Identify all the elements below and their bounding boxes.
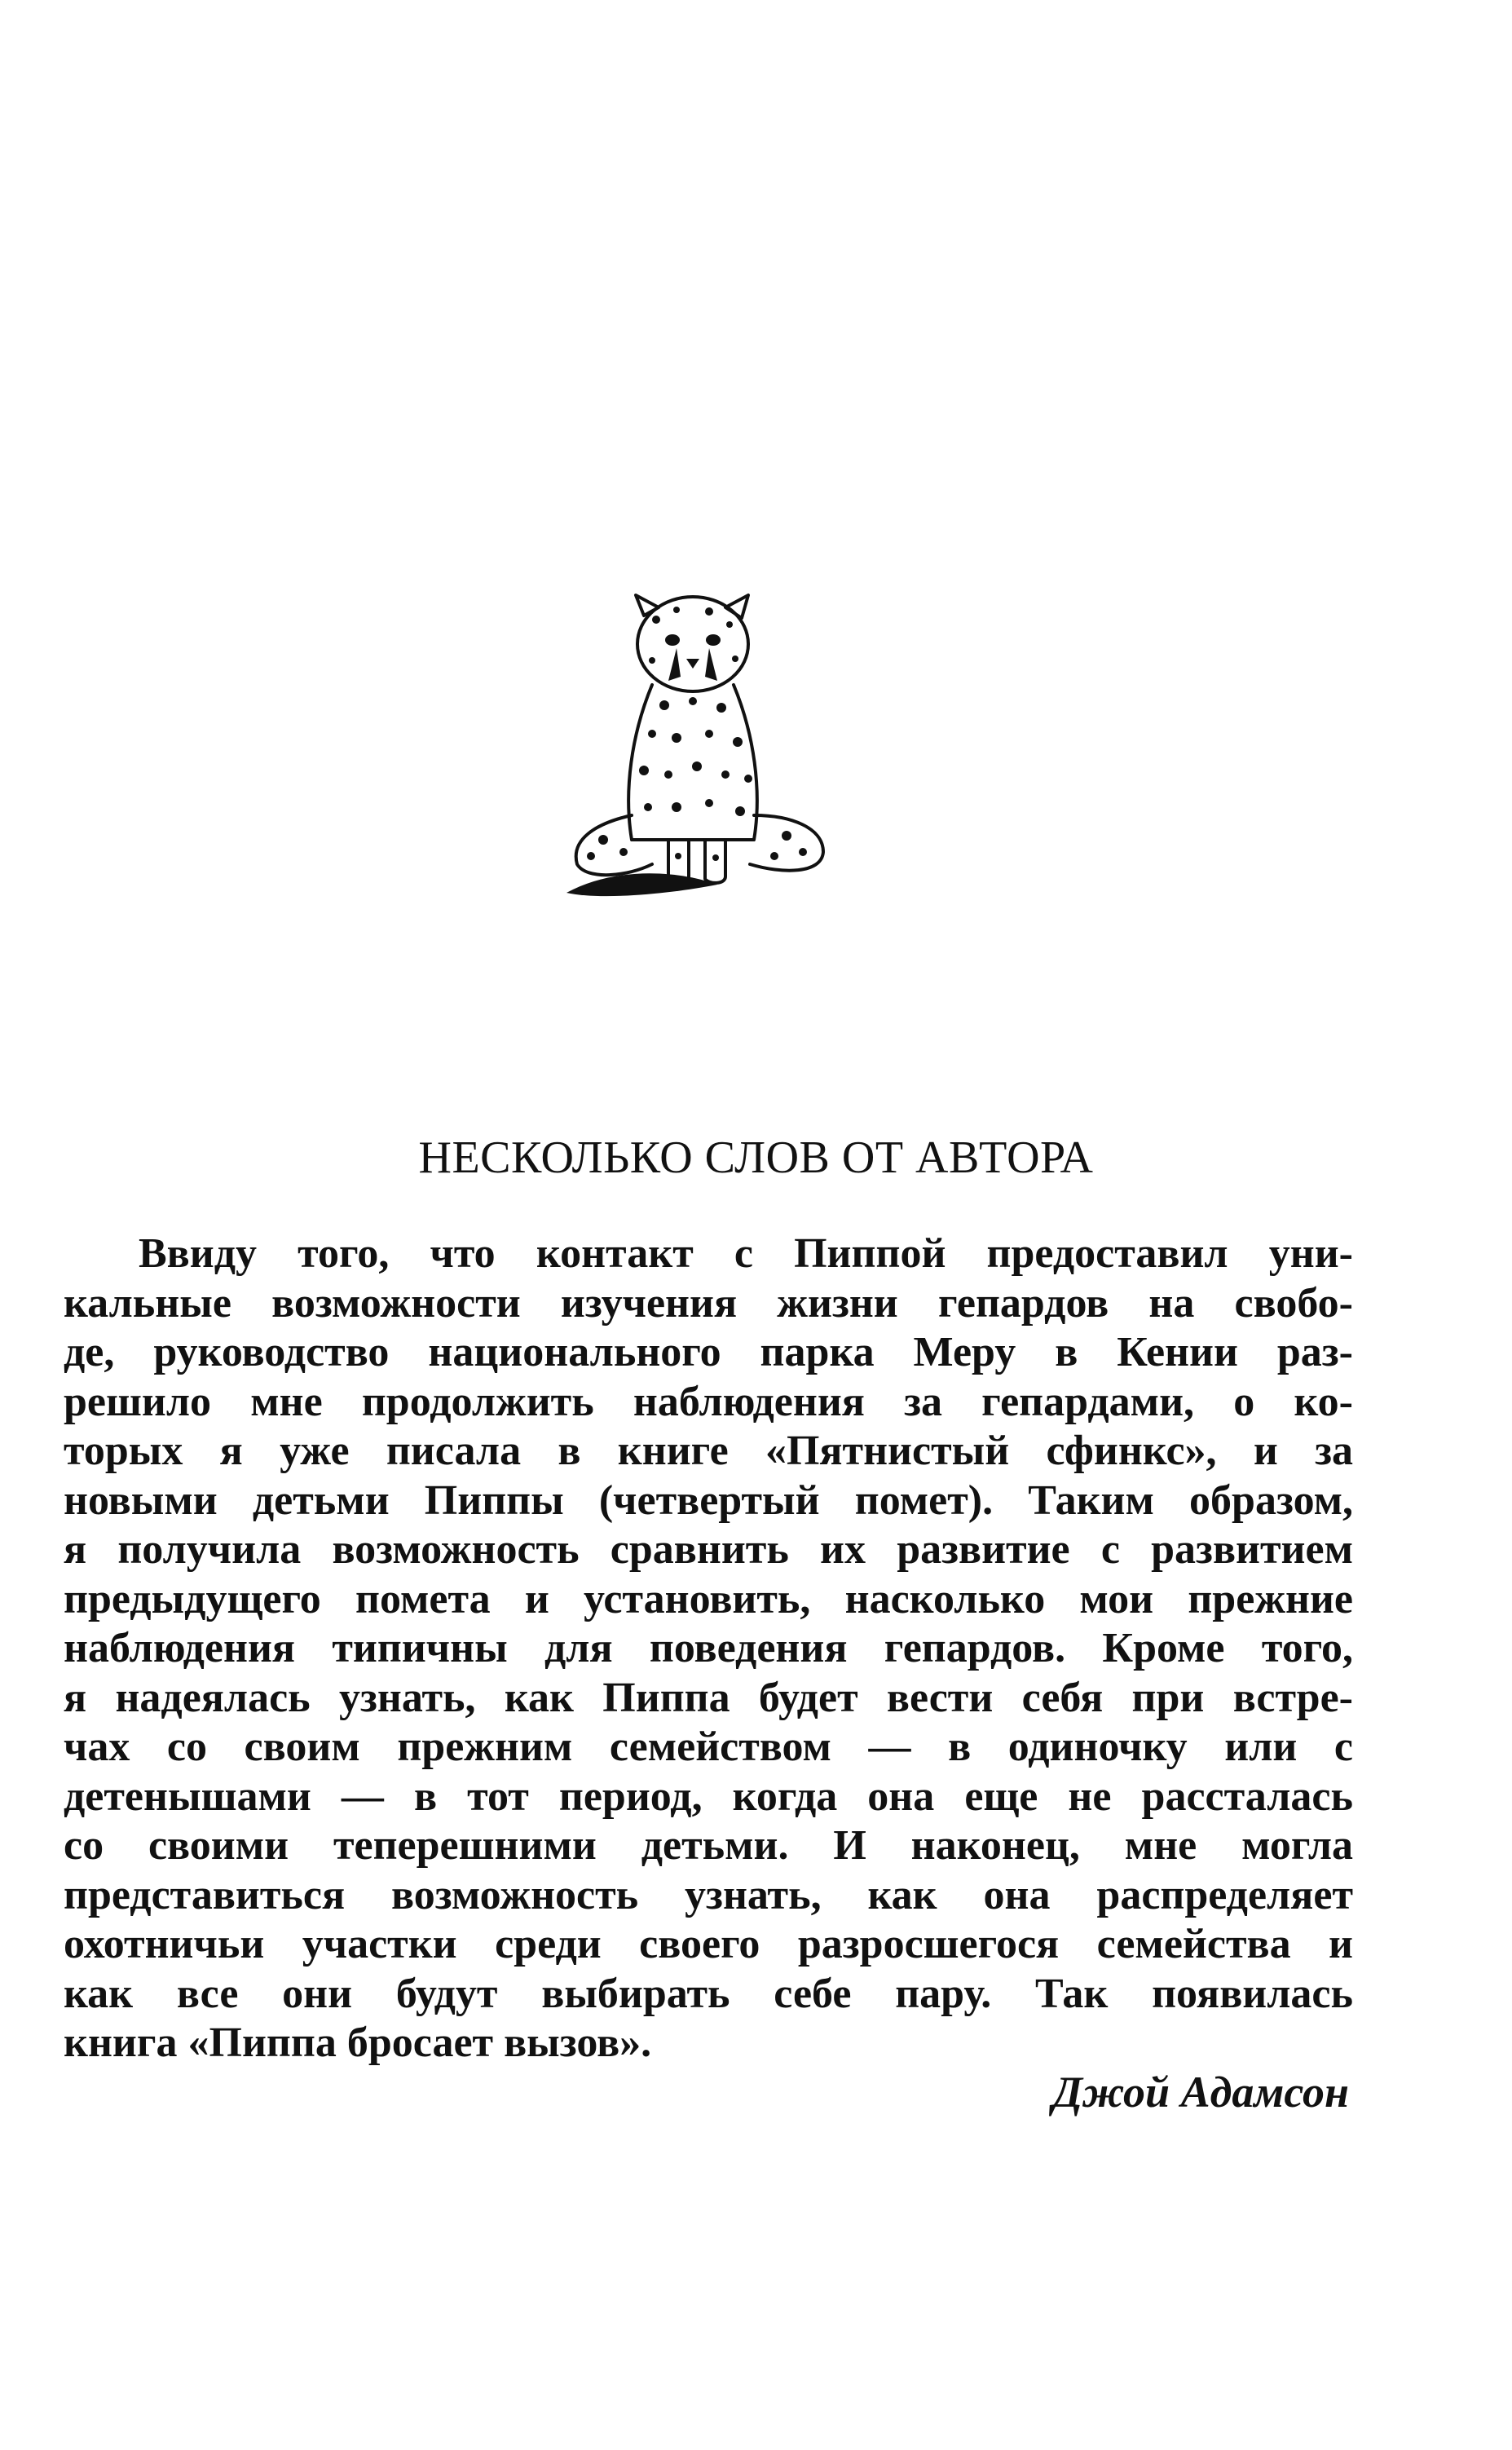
text-line: де, руководство национального парка Меру в Кении раз-	[64, 1329, 1353, 1375]
text-line: я получила возможность сравнить их развитие с развитием	[64, 1526, 1353, 1573]
text-line: чах со своим прежним семейством — в одиночку или с	[64, 1724, 1353, 1770]
section-title: НЕСКОЛЬКО СЛОВ ОТ АВТОРА	[418, 1132, 1094, 1183]
text-line: предыдущего помета и установить, насколько мои прежние	[64, 1575, 1353, 1622]
text-line: охотничьи участки среди своего разросшегося семейства и	[64, 1921, 1353, 1967]
text-line: детенышами — в тот период, когда она еще не рассталась	[64, 1772, 1353, 1820]
text-line: новыми детьми Пиппы (четвертый помет). Таким образом,	[64, 1477, 1353, 1524]
text-line: кальные возможности изучения жизни гепардов на свобо-	[64, 1279, 1353, 1327]
text-line: я надеялась узнать, как Пиппа будет вести себя при встре-	[64, 1674, 1353, 1721]
author-signature: Джой Адамсон	[1052, 2068, 1349, 2117]
text-line: наблюдения типичны для поведения гепардов. Кроме того,	[64, 1625, 1353, 1671]
text-line: торых я уже писала в книге «Пятнистый сфинкс», и за	[64, 1428, 1353, 1474]
text-line: со своими теперешними детьми. И наконец, мне могла	[64, 1822, 1353, 1869]
cheetah-cub-icon	[554, 571, 840, 913]
text-line: как все они будут выбирать себе пару. Так появилась	[64, 1970, 1353, 2017]
text-line: представиться возможность узнать, как она распределяет	[64, 1871, 1353, 1918]
text-line: книга «Пиппа бросает вызов».	[64, 2020, 652, 2066]
text-line: решило мне продолжить наблюдения за гепардами, о ко-	[64, 1378, 1353, 1425]
text-line: Ввиду того, что контакт с Пиппой предоставил уни-	[139, 1230, 1353, 1277]
author-note-paragraph	[64, 1229, 1353, 2068]
